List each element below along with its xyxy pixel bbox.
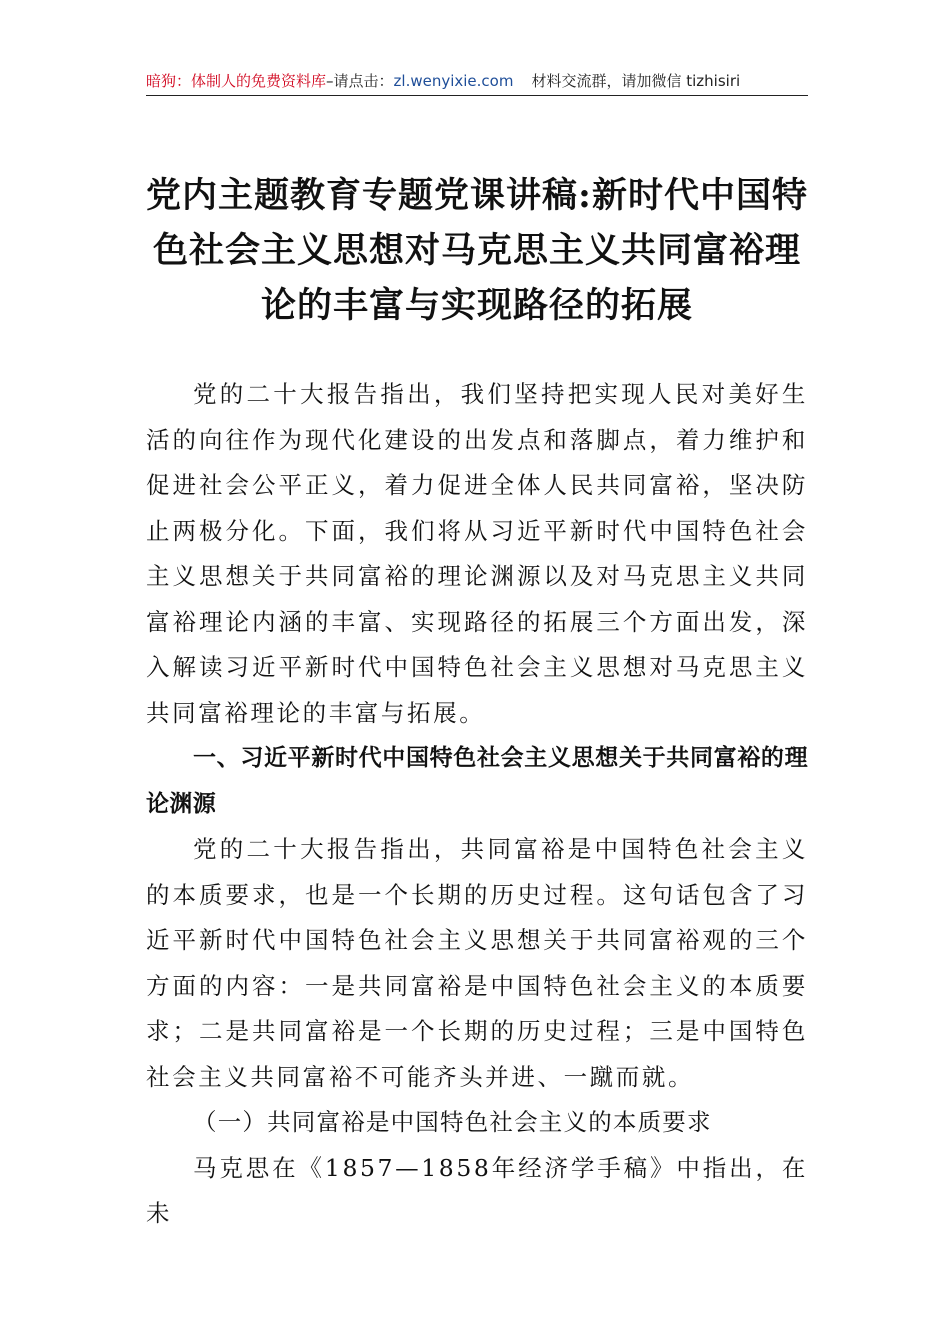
document-title: 党内主题教育专题党课讲稿:新时代中国特色社会主义思想对马克思主义共同富裕理论的丰富与实现路径的拓展	[146, 175, 808, 326]
click-prompt: –请点击：	[326, 72, 394, 90]
subsection-1-paragraph: 马克思在《1857—1858年经济学手稿》中指出，在未	[146, 1153, 808, 1227]
document-body	[146, 372, 808, 1237]
wechat-note: 材料交流群，请加微信 tizhisiri	[531, 72, 741, 90]
intro-paragraph: 党的二十大报告指出，我们坚持把实现人民对美好生活的向往作为现代化建设的出发点和落脚点，着力维护和促进社会公平正义，着力促进全体人民共同富裕，坚决防止两极分化。下面，我们将从习近平新时代中国特色社会主义思想关于共同富裕的理论渊源以及对马克思主义共同富裕理论内涵的丰富、实现路径的拓展三个方面出发，深入解读习近平新时代中国特色社会主义思想对马克思主义共同富裕理论的丰富与拓展。	[146, 380, 808, 727]
section-heading-1: 一、习近平新时代中国特色社会主义思想关于共同富裕的理论渊源	[146, 745, 808, 817]
section-1-paragraph: 党的二十大报告指出，共同富裕是中国特色社会主义的本质要求，也是一个长期的历史过程。这句话包含了习近平新时代中国特色社会主义思想关于共同富裕观的三个方面的内容：一是共同富裕是中国特色社会主义的本质要求；二是共同富裕是一个长期的历史过程；三是中国特色社会主义共同富裕不可能齐头并进、一蹴而就。	[146, 835, 808, 1091]
subsection-heading-1: （一）共同富裕是中国特色社会主义的本质要求	[193, 1108, 712, 1136]
website-link[interactable]: zl.wenyixie.com	[393, 72, 514, 90]
page-header-banner	[146, 68, 808, 96]
brand-name: 暗狗：体制人的免费资料库	[146, 72, 327, 90]
